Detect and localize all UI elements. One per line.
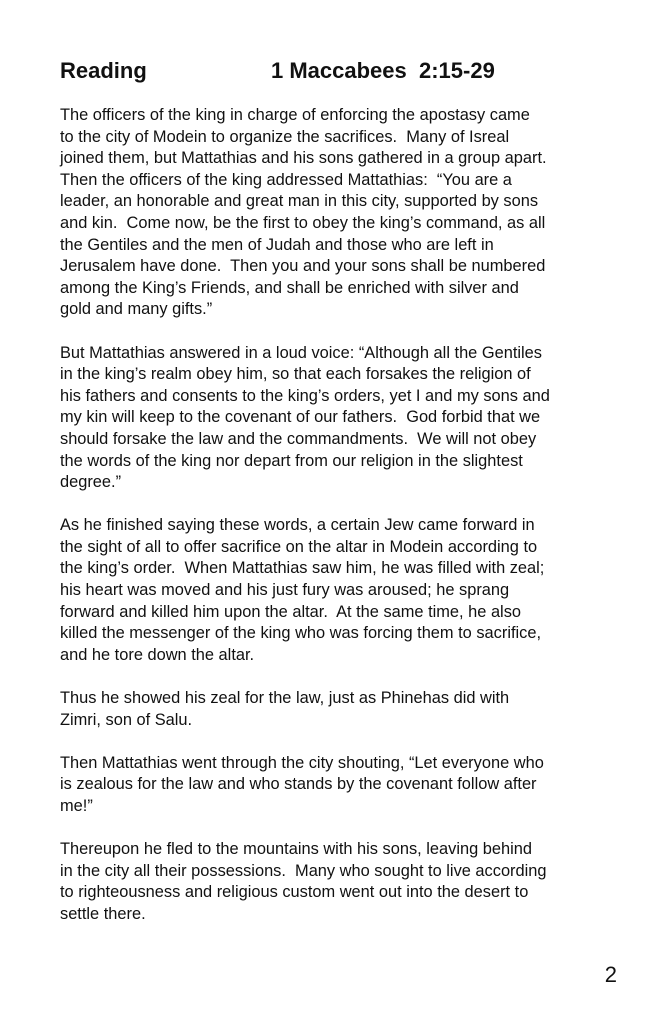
- text-line: The officers of the king in charge of enforcing the apostasy came: [60, 106, 530, 124]
- paragraph-6: [60, 839, 620, 925]
- reading-label: Reading: [60, 58, 147, 83]
- text-line: Zimri, son of Salu.: [60, 710, 193, 729]
- text-line: to righteousness and religious custom went out into the desert to: [60, 883, 529, 902]
- text-line: the sight of all to offer sacrifice on the altar in Modein according to: [60, 537, 538, 556]
- page-number: 2: [604, 962, 617, 987]
- text-line: But Mattathias answered in a loud voice: “Although all the Gentiles: [60, 343, 542, 362]
- text-line: As he finished saying these words, a certain Jew came forward in: [60, 516, 535, 535]
- text-line: Jerusalem have done. Then you and your sons shall be numbered: [60, 257, 546, 276]
- reading-body: [60, 105, 620, 947]
- text-line: in the king’s realm obey him, so that each forsakes the religion of: [60, 365, 531, 384]
- text-line: forward and killed him upon the altar. At the same time, he also: [60, 602, 522, 621]
- text-line: the king’s order. When Mattathias saw him, he was filled with zeal;: [60, 559, 545, 578]
- text-line: my kin will keep to the covenant of our fathers. God forbid that we: [60, 408, 541, 427]
- text-line: his heart was moved and his just fury was aroused; he sprang: [60, 581, 510, 600]
- text-line: me!”: [60, 797, 93, 815]
- paragraph-3: [60, 515, 620, 666]
- text-line: joined them, but Mattathias and his sons gathered in a group apart.: [60, 149, 547, 168]
- text-line: and he tore down the altar.: [60, 645, 255, 664]
- text-line: the words of the king nor depart from our religion in the slightest: [60, 451, 523, 470]
- text-line: the Gentiles and the men of Judah and those who are left in: [60, 235, 494, 254]
- text-line: Then Mattathias went through the city shouting, “Let everyone who: [60, 753, 544, 772]
- text-line: Then the officers of the king addressed Mattathias: “You are a: [60, 170, 512, 189]
- paragraph-4: [60, 688, 620, 731]
- text-line: killed the messenger of the king who was forcing them to sacrifice,: [60, 624, 542, 643]
- text-line: gold and many gifts.”: [60, 300, 213, 319]
- paragraph-2: [60, 343, 620, 494]
- text-line: Thus he showed his zeal for the law, just as Phinehas did with: [60, 689, 510, 708]
- text-line: and kin. Come now, be the first to obey the king’s command, as all: [60, 213, 546, 232]
- text-line: Thereupon he fled to the mountains with his sons, leaving behind: [60, 840, 532, 859]
- paragraph-1: [60, 105, 620, 321]
- text-line: settle there.: [60, 904, 146, 923]
- text-line: is zealous for the law and who stands by the covenant follow after: [60, 775, 537, 794]
- paragraph-5: [60, 753, 620, 818]
- scripture-citation: 1 Maccabees 2:15-29: [271, 58, 495, 83]
- text-line: to the city of Modein to organize the sacrifices. Many of Isreal: [60, 127, 510, 146]
- reading-header: [60, 56, 620, 86]
- text-line: degree.”: [60, 473, 122, 492]
- text-line: leader, an honorable and great man in this city, supported by sons: [60, 192, 539, 211]
- text-line: among the King’s Friends, and shall be enriched with silver and: [60, 278, 519, 297]
- text-line: in the city all their possessions. Many who sought to live according: [60, 861, 547, 880]
- text-line: his fathers and consents to the king’s orders, yet I and my sons and: [60, 386, 550, 405]
- text-line: should forsake the law and the commandments. We will not obey: [60, 429, 537, 448]
